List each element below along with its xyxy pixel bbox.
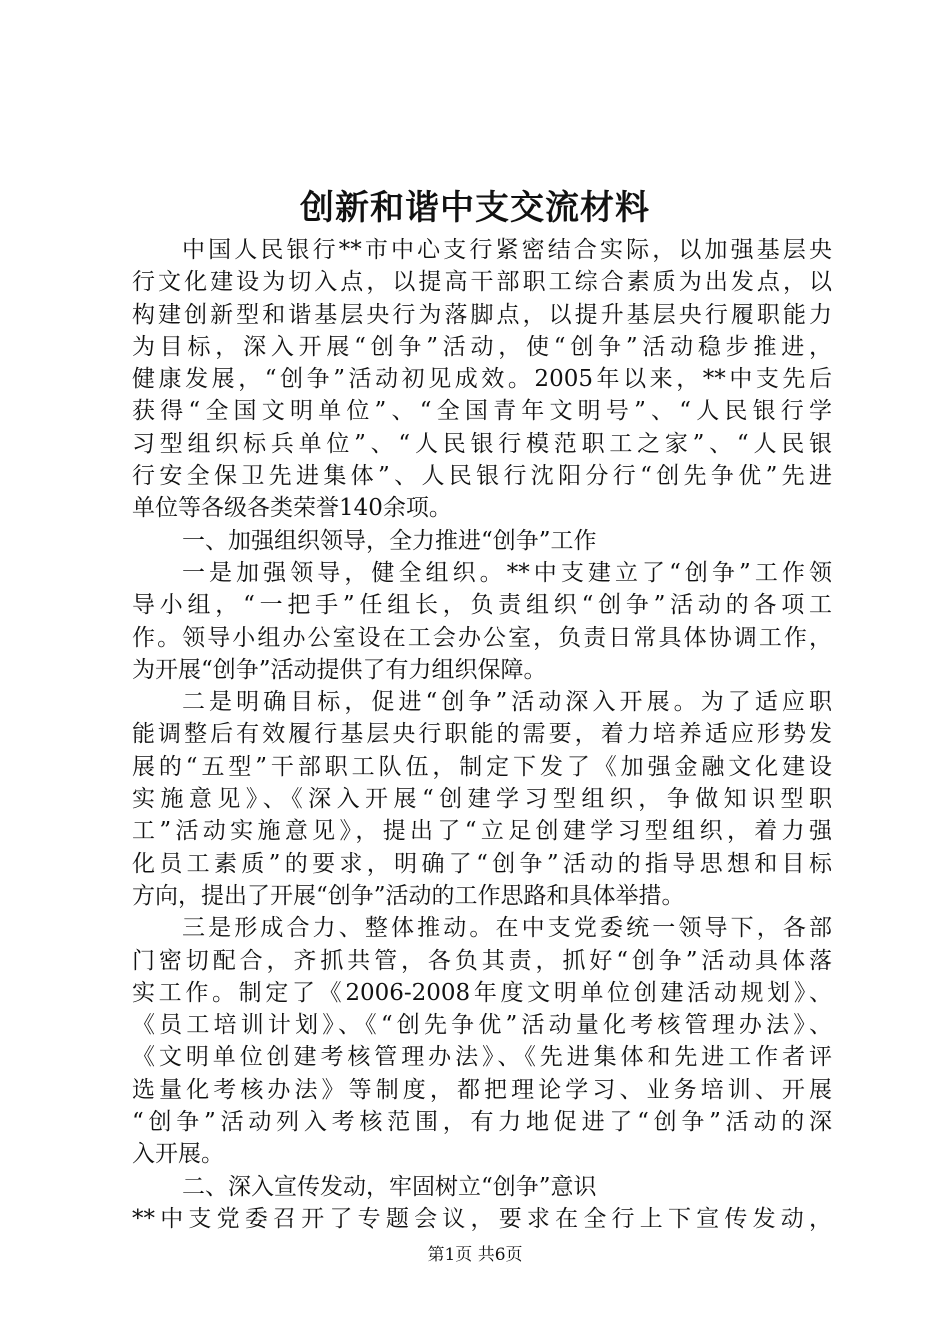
paragraph-line: 《文明单位创建考核管理办法》、《先进集体和先进工作者评 xyxy=(132,1044,832,1071)
paragraph-line: 工”活动实施意见》，提出了“立足创建学习型组织，着力强 xyxy=(132,818,832,845)
paragraph-line: 为目标，深入开展“创争”活动，使“创争”活动稳步推进， xyxy=(132,333,832,360)
paragraph-line: 单位等各级各类荣誉140余项。 xyxy=(132,495,452,522)
paragraph-line: 能调整后有效履行基层央行职能的需要，着力培养适应形势发 xyxy=(132,721,832,748)
paragraph-line: 实施意见》、《深入开展“创建学习型组织，争做知识型职 xyxy=(132,786,832,813)
paragraph-line: 二是明确目标，促进“创争”活动深入开展。为了适应职 xyxy=(182,689,832,716)
paragraph-line: 行安全保卫先进集体”、人民银行沈阳分行“创先争优”先进 xyxy=(132,463,832,490)
page-footer: 第1页 共6页 xyxy=(427,1245,523,1265)
paragraph-line: 作。领导小组办公室设在工会办公室，负责日常具体协调工作， xyxy=(132,624,832,651)
paragraph-line: “创争”活动列入考核范围，有力地促进了“创争”活动的深 xyxy=(132,1109,832,1136)
paragraph-line: 展的“五型”干部职工队伍，制定下发了《加强金融文化建设 xyxy=(132,753,832,780)
paragraph-line: 获得“全国文明单位”、“全国青年文明号”、“人民银行学 xyxy=(132,398,832,425)
section-heading: 二、深入宣传发动，牢固树立“创争”意识 xyxy=(182,1173,597,1200)
paragraph-line: 行文化建设为切入点，以提高干部职工综合素质为出发点，以 xyxy=(132,269,832,296)
paragraph-line: 《员工培训计划》、《“创先争优”活动量化考核管理办法》、 xyxy=(132,1012,832,1039)
paragraph-line: 入开展。 xyxy=(132,1141,224,1168)
paragraph-line: 中国人民银行**市中心支行紧密结合实际，以加强基层央 xyxy=(182,237,832,263)
paragraph-line: 构建创新型和谐基层央行为落脚点，以提升基层央行履职能力 xyxy=(132,301,832,328)
paragraph-line: 选量化考核办法》等制度，都把理论学习、业务培训、开展 xyxy=(132,1076,832,1103)
paragraph-line: 实工作。制定了《2006-2008年度文明单位创建活动规划》、 xyxy=(132,979,832,1006)
paragraph-line: 为开展“创争”活动提供了有力组织保障。 xyxy=(132,656,547,683)
paragraph-line: 健康发展，“创争”活动初见成效。2005年以来，**中支先后 xyxy=(132,366,832,393)
paragraph-line: 门密切配合，齐抓共管，各负其责，抓好“创争”活动具体落 xyxy=(132,947,832,974)
paragraph-line: 习型组织标兵单位”、“人民银行模范职工之家”、“人民银 xyxy=(132,430,832,457)
document-body xyxy=(132,234,832,1235)
section-heading: 一、加强组织领导，全力推进“创争”工作 xyxy=(182,527,597,554)
document-title: 创新和谐中支交流材料 xyxy=(300,188,650,228)
paragraph-line: 方向，提出了开展“创争”活动的工作思路和具体举措。 xyxy=(132,882,685,909)
paragraph-line: 化员工素质”的要求，明确了“创争”活动的指导思想和目标 xyxy=(132,850,832,877)
paragraph-line: 一是加强领导，健全组织。**中支建立了“创争”工作领 xyxy=(182,559,832,586)
paragraph-line: **中支党委召开了专题会议，要求在全行上下宣传发动， xyxy=(132,1205,832,1232)
paragraph-line: 三是形成合力、整体推动。在中支党委统一领导下，各部 xyxy=(182,915,832,942)
paragraph-line: 导小组，“一把手”任组长，负责组织“创争”活动的各项工 xyxy=(132,592,832,619)
